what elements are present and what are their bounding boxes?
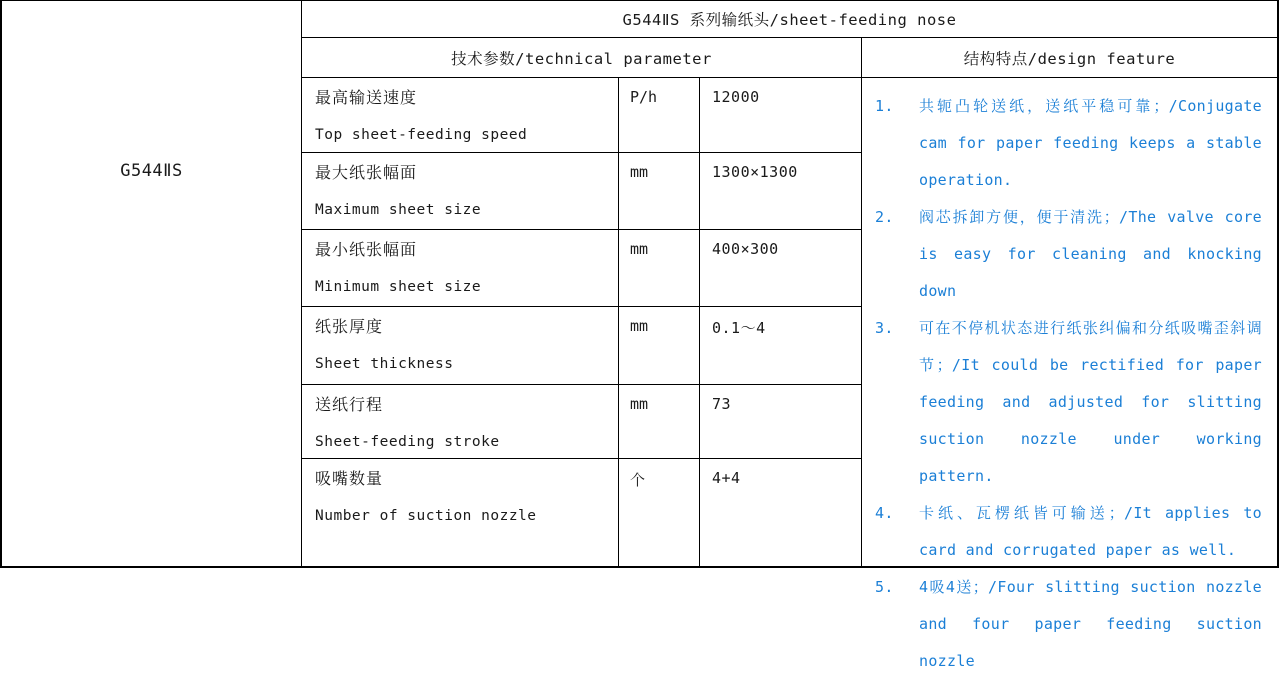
param-name-en: Sheet thickness: [315, 356, 454, 372]
param-unit: 个: [630, 471, 646, 489]
param-name-cell: [302, 153, 619, 230]
param-value-cell: [700, 307, 862, 385]
param-unit: mm: [630, 240, 649, 258]
feature-item: [875, 199, 1262, 310]
technical-parameter-header-text: 技术参数/technical parameter: [451, 49, 712, 68]
table-title-text: G544ⅡS 系列输纸头/sheet-feeding nose: [622, 11, 957, 29]
feature-item: [875, 88, 1262, 199]
param-unit: mm: [630, 317, 649, 335]
param-value: 0.1～4: [712, 319, 766, 337]
param-unit-cell: [619, 230, 700, 307]
param-name-zh: 吸嘴数量: [315, 469, 384, 488]
param-unit-cell: [619, 459, 700, 566]
param-value: 1300×1300: [712, 163, 798, 181]
param-name-en: Maximum sheet size: [315, 202, 482, 218]
param-name-en: Sheet-feeding stroke: [315, 434, 500, 450]
param-name-en: Minimum sheet size: [315, 279, 482, 295]
param-value-cell: [700, 385, 862, 459]
design-feature-header-text: 结构特点/design feature: [963, 49, 1176, 68]
feature-number: 3.: [875, 319, 894, 337]
param-name-zh: 纸张厚度: [315, 317, 384, 336]
feature-item: [875, 310, 1262, 495]
param-unit-cell: [619, 385, 700, 459]
param-name-cell: [302, 385, 619, 459]
param-name-cell: [302, 230, 619, 307]
model-cell: [2, 1, 302, 566]
param-name-en: Top sheet-feeding speed: [315, 127, 528, 143]
feature-text: 阀芯拆卸方便，便于清洗；/The valve core is easy for cleaning and knocking down: [919, 208, 1262, 300]
param-name-zh: 最高输送速度: [315, 88, 418, 107]
param-value: 4+4: [712, 469, 741, 487]
feature-item: [875, 495, 1262, 569]
param-unit: mm: [630, 163, 649, 181]
param-value: 73: [712, 395, 732, 413]
param-unit-cell: [619, 153, 700, 230]
feature-number: 2.: [875, 208, 894, 226]
param-name-zh: 最小纸张幅面: [315, 240, 418, 259]
param-name-zh: 送纸行程: [315, 395, 384, 414]
param-name-en: Number of suction nozzle: [315, 508, 537, 524]
design-feature-list: [862, 78, 1277, 670]
param-value-cell: [700, 459, 862, 566]
feature-number: 5.: [875, 578, 894, 596]
param-value: 12000: [712, 88, 760, 106]
param-name-cell: [302, 307, 619, 385]
technical-parameter-header: [302, 38, 862, 78]
table-title: [302, 1, 1277, 38]
param-name-cell: [302, 78, 619, 153]
param-unit-cell: [619, 78, 700, 153]
param-value-cell: [700, 78, 862, 153]
feature-text: 可在不停机状态进行纸张纠偏和分纸吸嘴歪斜调节；/It could be rectified for paper feeding and adjusted for slitting suction nozzle under working pattern.: [919, 319, 1262, 485]
feature-item: [875, 569, 1262, 680]
param-value-cell: [700, 153, 862, 230]
design-feature-header: [862, 38, 1277, 78]
param-unit-cell: [619, 307, 700, 385]
feature-number: 1.: [875, 97, 894, 115]
model-label: G544ⅡS: [120, 161, 183, 181]
param-unit: P/h: [630, 88, 658, 106]
feature-number: 4.: [875, 504, 894, 522]
param-name-cell: [302, 459, 619, 566]
param-unit: mm: [630, 395, 649, 413]
feature-text: 共轭凸轮送纸，送纸平稳可靠；/Conjugate cam for paper feeding keeps a stable operation.: [919, 97, 1262, 189]
feature-text: 卡纸、瓦楞纸皆可输送；/It applies to card and corrugated paper as well.: [919, 504, 1262, 559]
feature-text: 4吸4送；/Four slitting suction nozzle and four paper feeding suction nozzle: [919, 578, 1262, 670]
param-value-cell: [700, 230, 862, 307]
param-name-zh: 最大纸张幅面: [315, 163, 418, 182]
param-value: 400×300: [712, 240, 779, 258]
